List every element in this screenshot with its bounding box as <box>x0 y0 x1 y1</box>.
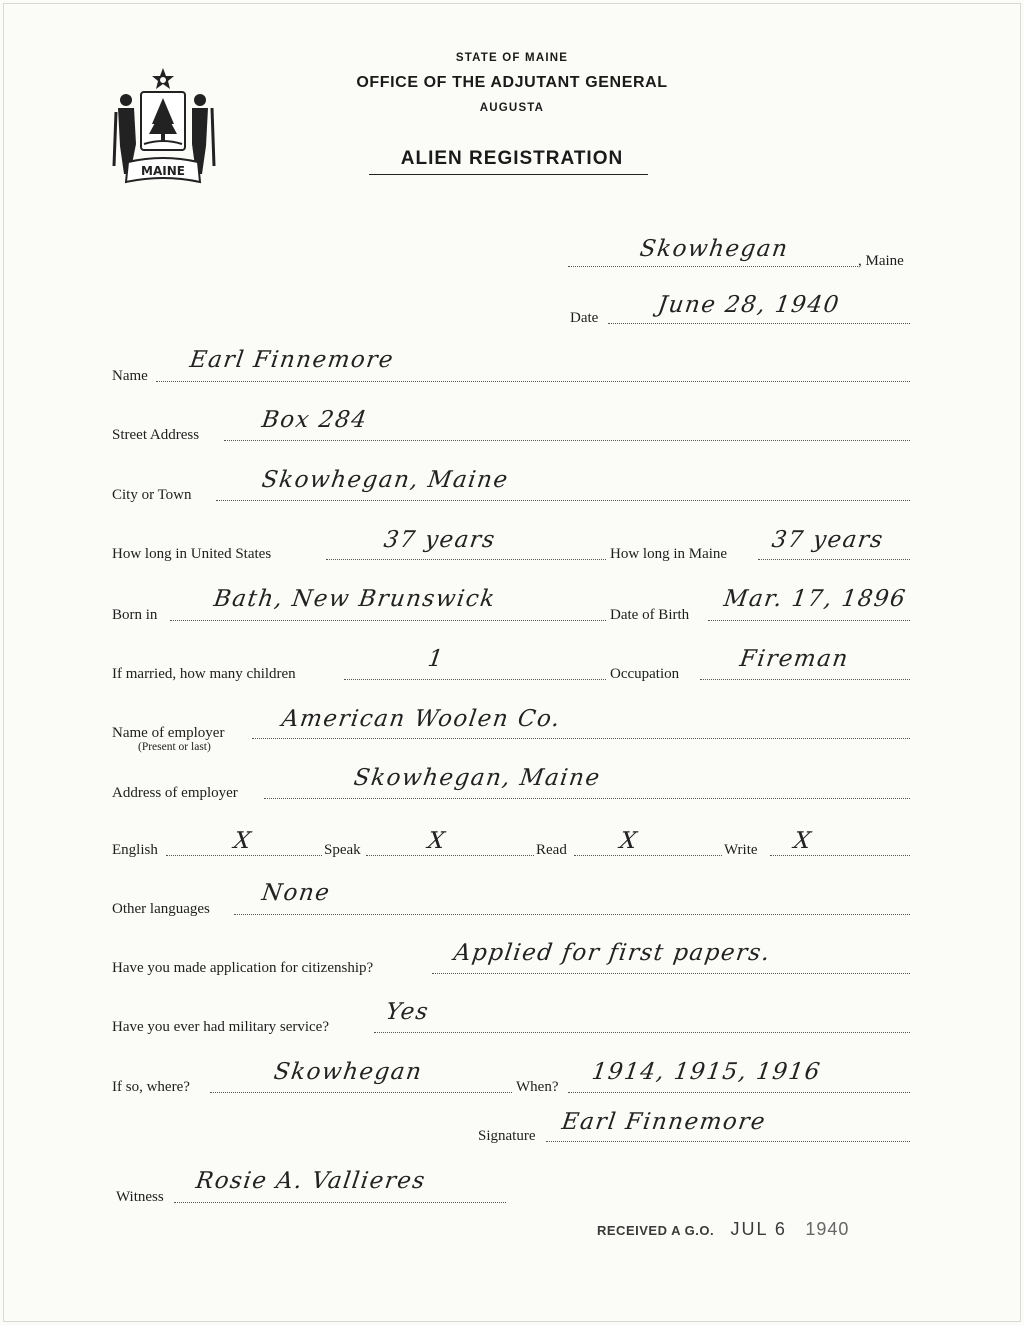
dob-label: Date of Birth <box>610 607 690 623</box>
name-value: Earl Finnemore <box>188 347 396 373</box>
citizenship-dotted-line <box>432 973 910 974</box>
street-value: Box 284 <box>260 407 370 433</box>
stamp-text: RECEIVED A G.O. <box>597 1223 715 1238</box>
english-value: X <box>232 828 254 854</box>
svg-text:MAINE: MAINE <box>141 164 185 178</box>
where-dotted-line <box>210 1092 512 1093</box>
children-label: If married, how many children <box>112 666 296 682</box>
citizenship-label: Have you made application for citizenship? <box>112 960 374 976</box>
write-dotted-line <box>770 855 910 856</box>
state-heading: STATE OF MAINE <box>455 52 569 64</box>
employer-address-value: Skowhegan, Maine <box>352 765 603 791</box>
received-stamp <box>597 1219 849 1240</box>
children-value: 1 <box>426 646 446 672</box>
date-dotted-line <box>608 323 910 324</box>
page-border <box>3 3 1021 1322</box>
city-label: City or Town <box>112 487 192 503</box>
name-dotted-line <box>156 381 910 382</box>
occupation-value: Fireman <box>738 646 851 672</box>
street-label: Street Address <box>112 427 200 443</box>
city-dotted-line <box>216 500 910 501</box>
military-label: Have you ever had military service? <box>112 1019 329 1035</box>
place-suffix: , Maine <box>858 253 904 269</box>
employer-value: American Woolen Co. <box>280 706 563 732</box>
signature-dotted-line <box>546 1141 910 1142</box>
signature-label: Signature <box>478 1128 536 1144</box>
stamp-year: 1940 <box>805 1219 850 1239</box>
date-label: Date <box>570 310 599 326</box>
us-years-label: How long in United States <box>112 546 272 562</box>
read-value: X <box>618 828 640 854</box>
signature-value: Earl Finnemore <box>560 1109 768 1135</box>
witness-dotted-line <box>174 1202 506 1203</box>
occupation-label: Occupation <box>610 666 680 682</box>
office-heading: OFFICE OF THE ADJUTANT GENERAL <box>356 74 668 91</box>
city-heading: AUGUSTA <box>479 102 545 114</box>
us-years-value: 37 years <box>382 527 498 553</box>
employer-dotted-line <box>252 738 910 739</box>
born-label: Born in <box>112 607 158 623</box>
employer-label: Name of employer <box>112 725 225 741</box>
when-value: 1914, 1915, 1916 <box>590 1059 823 1085</box>
children-dotted-line <box>344 679 606 680</box>
stamp-date: JUL 6 <box>730 1219 787 1239</box>
name-label: Name <box>112 368 148 384</box>
military-value: Yes <box>384 999 431 1025</box>
maine-years-dotted-line <box>758 559 910 560</box>
where-value: Skowhegan <box>272 1059 425 1085</box>
employer-sublabel: (Present or last) <box>138 741 211 753</box>
employer-address-dotted-line <box>264 798 910 799</box>
english-label: English <box>112 842 158 858</box>
other-languages-value: None <box>260 880 333 906</box>
born-value: Bath, New Brunswick <box>212 586 498 612</box>
place-value: Skowhegan <box>638 236 791 262</box>
citizenship-value: Applied for first papers. <box>452 940 773 966</box>
employer-address-label: Address of employer <box>112 785 238 801</box>
write-value: X <box>792 828 814 854</box>
english-dotted-line <box>166 855 322 856</box>
other-languages-dotted-line <box>234 914 910 915</box>
born-dotted-line <box>170 620 606 621</box>
title-underline <box>369 174 648 175</box>
when-label: When? <box>516 1079 559 1095</box>
occupation-dotted-line <box>700 679 910 680</box>
us-years-dotted-line <box>326 559 606 560</box>
read-dotted-line <box>574 855 722 856</box>
read-label: Read <box>536 842 567 858</box>
witness-label: Witness <box>116 1189 164 1205</box>
where-label: If so, where? <box>112 1079 190 1095</box>
city-value: Skowhegan, Maine <box>260 467 511 493</box>
dob-value: Mar. 17, 1896 <box>722 586 909 612</box>
speak-dotted-line <box>366 855 534 856</box>
military-dotted-line <box>374 1032 910 1033</box>
speak-value: X <box>426 828 448 854</box>
dob-dotted-line <box>708 620 910 621</box>
other-languages-label: Other languages <box>112 901 210 917</box>
maine-years-value: 37 years <box>770 527 886 553</box>
maine-years-label: How long in Maine <box>610 546 728 562</box>
place-dotted-line <box>568 266 858 267</box>
write-label: Write <box>724 842 758 858</box>
when-dotted-line <box>568 1092 910 1093</box>
speak-label: Speak <box>324 842 361 858</box>
date-value: June 28, 1940 <box>656 292 842 318</box>
form-title: ALIEN REGISTRATION <box>400 148 624 169</box>
witness-value: Rosie A. Vallieres <box>194 1168 428 1194</box>
street-dotted-line <box>224 440 910 441</box>
